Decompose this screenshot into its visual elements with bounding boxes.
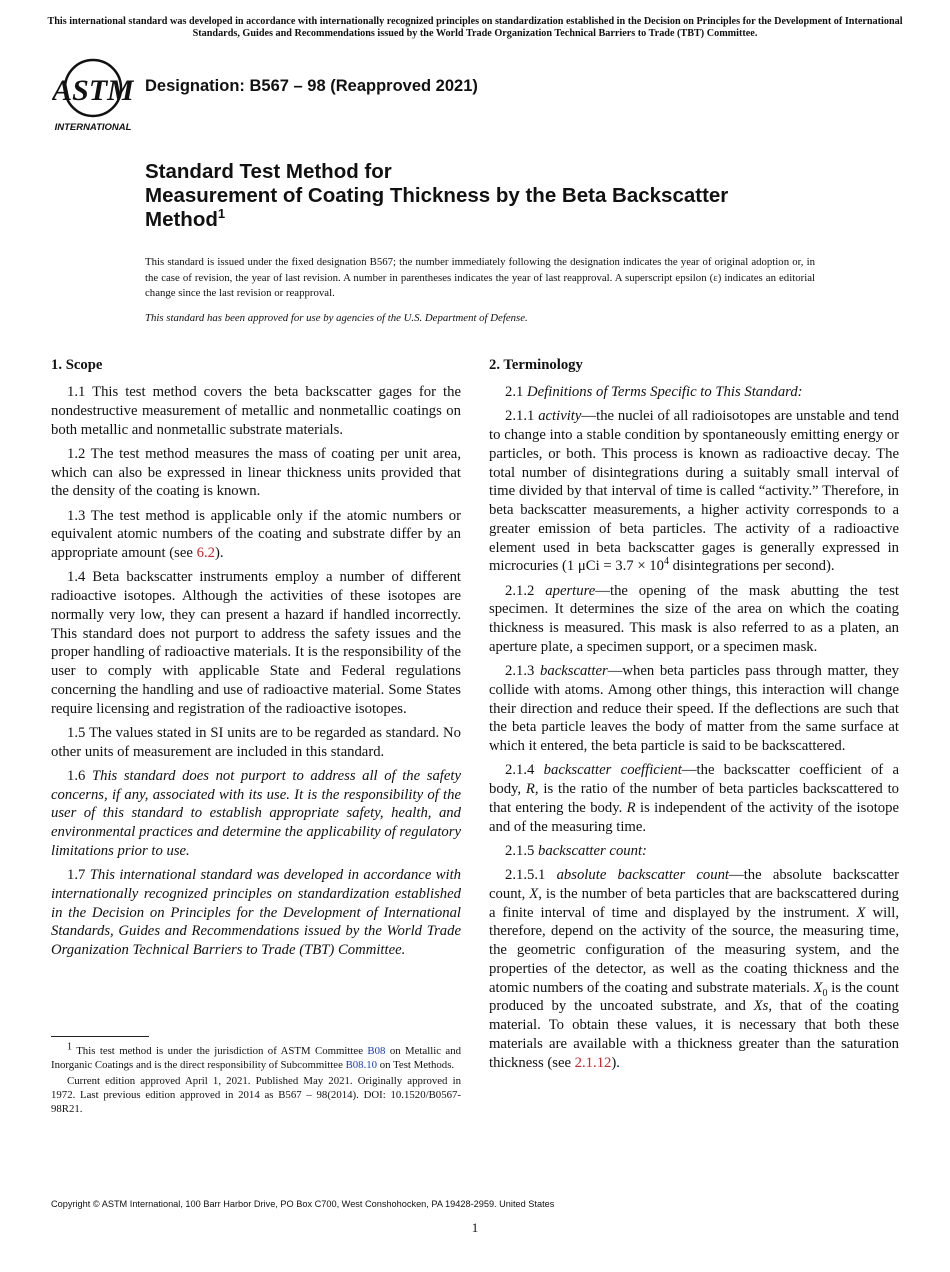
- title-line-3: Method: [145, 208, 218, 231]
- designation: Designation: B567 – 98 (Reapproved 2021): [145, 77, 478, 95]
- scope-1-6: 1.6 This standard does not purport to address all of the safety concerns, if any, associated with its use. It is the responsibility of the user of this standard to establish appropriate safety, health, and environmental practices and determine the applicability of regulatory limitations prior to use.: [51, 767, 461, 859]
- term-2-1: 2.1 Definitions of Terms Specific to This Standard:: [505, 384, 803, 400]
- page-number: 1: [471, 1220, 479, 1235]
- footnote-rule: [51, 1036, 149, 1037]
- term-2-1-5-1: 2.1.5.1 absolute backscatter count—the absolute backscatter count, X, is the number of beta particles that are backscattered during a finite interval of time and displayed by the instrument. X will, therefore, depend on the activity of the source, the measuring time, the geometric configuration of the measuring system, and the properties of the detector, as well as the coating thickness and the atomic numbers of the coating and substrate materials. $X_0$ is the count produced by the uncoated substrate, and Xs, that of the coating material. To obtain these values, it is necessary that both these materials are available with a thickness greater than the saturation thickness (see 2.1.12).: [489, 867, 899, 1071]
- scope-heading: 1. Scope: [51, 357, 103, 373]
- dod-note: This standard has been approved for use by agencies of the U.S. Department of Defense.: [145, 312, 528, 324]
- astm-logo: [52, 56, 134, 134]
- document-title: [145, 160, 845, 232]
- ref-2-1-12[interactable]: 2.1.12: [574, 1054, 612, 1071]
- ref-b08-10[interactable]: B08.10: [345, 1059, 378, 1072]
- terminology-heading: 2. Terminology: [489, 357, 583, 373]
- scope-1-5: 1.5 The values stated in SI units are to be regarded as standard. No other units of measurement are included in this standard.: [51, 724, 461, 760]
- term-2-1-3: 2.1.3 backscatter—when beta particles pass through matter, they collide with atoms. Among other things, this interaction will change their direction and reduce their speed. If the deflections are such that the beta particle leaves the body of matter from the same surface at which it entered, the beta particle is said to be backscattered.: [489, 663, 899, 754]
- scope-1-2: 1.2 The test method measures the mass of coating per unit area, which can also be expressed in linear thickness units provided that the density of the coating is known.: [51, 445, 461, 500]
- ref-6-2[interactable]: 6.2: [196, 545, 215, 561]
- term-2-1-5: 2.1.5 backscatter count:: [505, 842, 647, 859]
- intro-note: This standard is issued under the fixed designation B567; the number immediately following the designation indicates the year of original adoption or, in the case of revision, the year of last revision. A number in parentheses indicates the year of last reapproval. A superscript epsilon (ε) indicates an editorial change since the last revision or reapproval.: [145, 256, 815, 299]
- logo-letters: ASTM: [52, 74, 134, 107]
- top-notice: This international standard was developed in accordance with internationally recognized principles on standardization established in the Decision on Principles for the Development of International Standards, Guides and Recommendations issued by the World Trade Organization Technical Barriers to Trade (TBT) Committee.: [47, 16, 903, 39]
- left-column: [51, 355, 461, 965]
- footnotes: [51, 1041, 461, 1117]
- title-line-1: Standard Test Method for: [145, 160, 392, 183]
- term-2-1-1: 2.1.1 activity—the nuclei of all radioisotopes are unstable and tend to change into a stable condition by spontaneously emitting energy or particles, or both. This process is known as radioactive decay. The total number of disintegrations during a suitably small interval of time divided by that interval of time is called “activity.” Therefore, in beta backscatter measurements, a higher activity corresponds to a greater emission of beta particles. The activity of a radioactive element used in beta backscatter gages is generally expressed in microcuries (1 $\mu Ci = 3.7 \times 10^4$ disintegrations per second).: [489, 408, 900, 575]
- scope-1-4: 1.4 Beta backscatter instruments employ a number of different radioactive isotopes. Although the activities of these isotopes are normally very low, they can present a hazard if handled incorrectly. This standard does not purport to address the safety issues and the proper handling of radioactive materials. It is the responsibility of the user to comply with applicable State and Federal regulations concerning the handling and use of radioactive material. Some States require licensing and registration of the radioactive isotopes.: [51, 569, 461, 717]
- term-2-1-4: 2.1.4 backscatter coefficient—the backscatter coefficient of a body, R, is the ratio of the number of beta particles backscattered to that entering the body. R is independent of the activity of the isotope and of the measuring time.: [489, 762, 899, 835]
- footnote-1: $^1$ This test method is under the jurisdiction of ASTM Committee B08 on Metallic and Inorganic Coatings and is the direct responsibility of Subcommittee B08.10 on Test Methods.: [51, 1041, 461, 1072]
- term-2-1-2: 2.1.2 aperture—the opening of the mask abutting the test specimen. It determines the size of the area on which the coating thickness is measured. This mask is also referred to as a platen, an aperture plate, a specimen support, or a specimen mask.: [489, 582, 900, 655]
- ref-b08[interactable]: B08: [367, 1045, 386, 1057]
- copyright: Copyright © ASTM International, 100 Barr Harbor Drive, PO Box C700, West Conshohocken, PA 19428-2959. United States: [51, 1199, 555, 1209]
- title-footnote-mark: 1: [217, 206, 226, 222]
- scope-1-3: 1.3 The test method is applicable only if the atomic numbers or equivalent atomic numbers of the coating and substrate differ by an appropriate amount (see 6.2).: [51, 507, 461, 561]
- title-line-2: Measurement of Coating Thickness by the Beta Backscatter: [145, 184, 729, 207]
- footnote-edition: Current edition approved April 1, 2021. Published May 2021. Originally approved in 1972. Last previous edition approved in 2014 as B567 – 98(2014). DOI: 10.1520/B0567-98R21.: [51, 1074, 461, 1116]
- logo-caption: INTERNATIONAL: [54, 122, 132, 133]
- scope-1-1: 1.1 This test method covers the beta backscatter gages for the nondestructive measurement of metallic and nonmetallic coatings on both metallic and nonmetallic substrate materials.: [51, 384, 461, 438]
- scope-1-7: 1.7 This international standard was developed in accordance with internationally recognized principles on standardization established in the Decision on Principles for the Development of International Standards, Guides and Recommendations issued by the World Trade Organization Technical Barriers to Trade (TBT) Committee.: [51, 867, 461, 958]
- right-column: [489, 355, 899, 1078]
